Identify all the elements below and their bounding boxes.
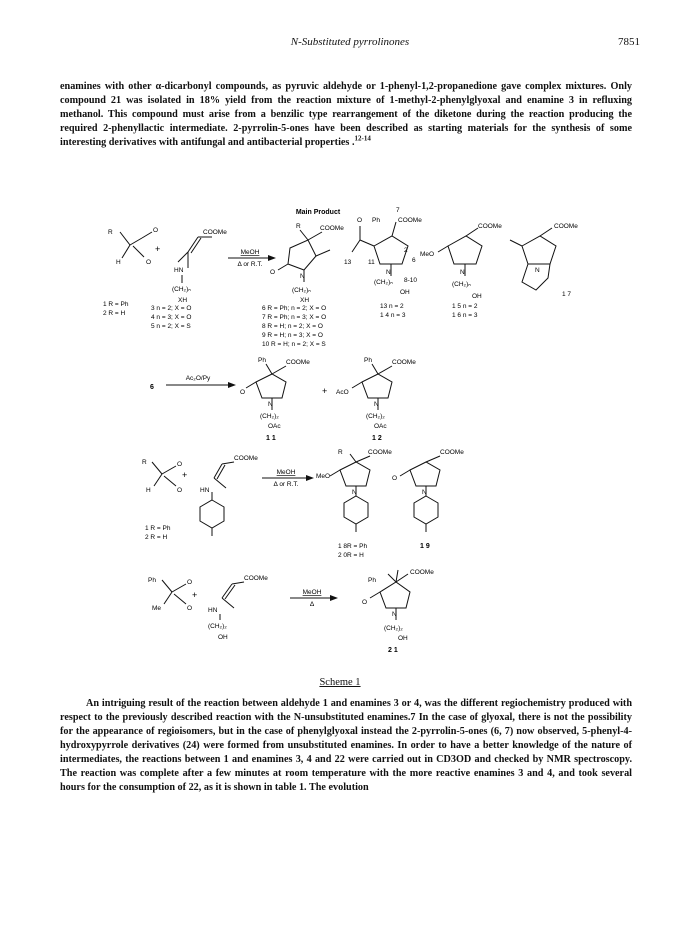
atom-oac-12: OAc (374, 423, 387, 430)
atom-coome: COOMe (203, 229, 227, 236)
atom-xh-product: XH (300, 297, 310, 304)
atom-coome-product: COOMe (320, 225, 344, 232)
atom-coome-enamine: COOMe (234, 455, 258, 462)
atom-ph-21: Ph (368, 577, 376, 584)
atom-ph-11: Ph (258, 357, 266, 364)
label-aldehyde-2: 2 R = H (103, 310, 126, 317)
diketone-structure (148, 577, 192, 612)
label-product-9: 9 R = H; n = 3; X = O (262, 332, 323, 339)
atom-hn: HN (174, 267, 184, 274)
atom-coome-17: COOMe (554, 223, 578, 230)
reagent-meoh-row4: MeOH (302, 589, 322, 596)
atom-ph-13: Ph (372, 217, 380, 224)
atom-o-diketone: O (187, 579, 193, 586)
plus-sign-row2: + (322, 386, 328, 396)
atom-oac-11: OAc (268, 423, 281, 430)
plus-sign-row4: + (192, 590, 198, 600)
arrow-head-row4 (330, 595, 338, 601)
atom-coome-11: COOMe (286, 359, 310, 366)
compound-17-structure (510, 223, 578, 298)
atom-num-8-10: 8-10 (404, 277, 418, 284)
atom-o-13: O (357, 217, 363, 224)
atom-num-11: 11 (368, 259, 375, 266)
reference-superscript: 12-14 (354, 134, 371, 143)
atom-ch22-12: (CH₂)₂ (366, 413, 385, 420)
atom-hn-row4: HN (208, 607, 218, 614)
atom-coome-21: COOMe (410, 569, 434, 576)
label-enamine-4: 4 n = 3; X = O (151, 314, 192, 321)
atom-ch22-row4: (CH₂)₂ (208, 623, 227, 630)
main-product-label: Main Product (295, 209, 341, 216)
atom-ch22-21: (CH₂)₂ (384, 625, 403, 632)
label-12: 1 2 (372, 435, 382, 442)
compound-19-structure (392, 449, 464, 532)
atom-h-row3: H (146, 487, 151, 494)
reagent-meoh-row3: MeOH (276, 469, 296, 476)
compound-12-structure (336, 357, 416, 442)
reagent-conditions: Δ or R.T. (237, 261, 263, 268)
aldehyde-1-2-structure (108, 227, 161, 266)
atom-num-7: 7 (396, 207, 400, 214)
atom-n-13: N (386, 269, 391, 276)
atom-n-17: N (535, 267, 540, 274)
atom-n-19: N (422, 489, 427, 496)
atom-meo-15: MeO (420, 251, 435, 258)
atom-r-row3: R (142, 459, 147, 466)
running-title: N-Substituted pyrrolinones (290, 36, 410, 48)
atom-oh-row4: OH (218, 634, 228, 641)
plus-sign: + (155, 244, 161, 254)
label-product-10: 10 R = H; n = 2; X = S (262, 341, 326, 348)
atom-o-11: O (240, 389, 246, 396)
atom-coome-18: COOMe (368, 449, 392, 456)
atom-oh-13: OH (400, 289, 410, 296)
reagent-meoh: MeOH (240, 249, 260, 256)
atom-o2-row3: O (177, 487, 183, 494)
atom-oh-15: OH (472, 293, 482, 300)
aldehyde-row3-structure (142, 459, 182, 494)
paragraph-intro-text: enamines with other α-dicarbonyl compounds, as pyruvic aldehyde or 1-phenyl-1,2-propanedione gave complex mixtures. Only compound 21 was isolated in 18% yield from the reaction mixture of 1-methyl-2-phenylglyoxal and enamine 3 in refluxing methanol. This compound must arise from a benzilic type rearrangement of the diketone during the reaction producing the required 2-phenyllactic intermediate. 2-pyrrolin-5-ones have been described as starting materials for the synthesis of some interesting derivatives with antifungal and antibacterial properties . (60, 81, 632, 148)
atom-coome-15: COOMe (478, 223, 502, 230)
label-enamine-3: 3 n = 2; X = O (151, 305, 192, 312)
atom-n-15: N (460, 269, 465, 276)
atom-n-18: N (352, 489, 357, 496)
atom-ph-diketone: Ph (148, 577, 156, 584)
enamine-3-5-structure (172, 229, 227, 304)
atom-ch2n: (CH₂)ₙ (172, 286, 191, 293)
atom-o-19: O (392, 475, 398, 482)
atom-coome-12: COOMe (392, 359, 416, 366)
label-18: 1 8R = Ph (338, 543, 368, 550)
start-compound-6: 6 (150, 384, 154, 391)
scheme-caption: Scheme 1 (319, 677, 361, 688)
atom-h: H (116, 259, 121, 266)
label-15: 1 5 n = 2 (452, 303, 478, 310)
label-product-8: 8 R = H; n = 2; X = O (262, 323, 323, 330)
label-13: 13 n = 2 (380, 303, 404, 310)
label-aldehyde-2-row3: 2 R = H (145, 534, 168, 541)
label-11: 1 1 (266, 435, 276, 442)
atom-ch2n-15: (CH₂)ₙ (452, 281, 471, 288)
label-19: 1 9 (420, 543, 430, 550)
compound-18-20-structure (316, 449, 392, 532)
paragraph-discussion: An intriguing result of the reaction between aldehyde 1 and enamines 3 or 4, was the different regiochemistry produced with respect to the previously described reaction with the N-unsubstituted enamines.7 In the case of glyoxal, there is not the possibility for the appearance of regioisomers, but in the case of phenylglyoxal instead the 2-pyrrolin-5-ones (6, 7) now observed, 5-phenyl-4-hydroxypyrrole derivatives (24) were formed from unsubstituted enamines. In order to have a better knowledge of the nature of intermediates, the reactions between 1 and enamines 3, 4 and 22 were carried out in CD3OD and checked by NMR spectroscopy. The reaction was complete after a few minutes at room temperature with the more reactive enamines 3 and 4, and took several hours for the consumption of 22, as it is shown in table 1. The evolution (60, 698, 632, 793)
label-16: 1 6 n = 3 (452, 312, 478, 319)
label-20: 2 0R = H (338, 552, 364, 559)
label-17: 1 7 (562, 291, 572, 298)
atom-n-product: N (300, 273, 305, 280)
atom-o-product: O (270, 269, 276, 276)
atom-r-product: R (296, 223, 301, 230)
compound-15-16-structure (420, 223, 502, 319)
atom-o2: O (146, 259, 152, 266)
atom-o: O (153, 227, 159, 234)
atom-r-18: R (338, 449, 343, 456)
label-21: 2 1 (388, 647, 398, 654)
arrow-head-row3 (306, 475, 314, 481)
atom-n-12: N (374, 401, 379, 408)
compound-13-14-structure (344, 207, 422, 319)
atom-meo-18: MeO (316, 473, 331, 480)
atom-aco-12: AcO (336, 389, 349, 396)
enamine-row4-structure (208, 575, 268, 641)
compound-11-structure (240, 357, 310, 442)
atom-r: R (108, 229, 113, 236)
label-aldehyde-1-row3: 1 R = Ph (145, 525, 171, 532)
atom-coome-19: COOMe (440, 449, 464, 456)
plus-sign-row3: + (182, 470, 188, 480)
atom-coome-13: COOMe (398, 217, 422, 224)
atom-num-2: 2 (404, 247, 408, 254)
arrow-head-row2 (228, 382, 236, 388)
compound-21-structure (362, 569, 434, 654)
atom-hn-enamine: HN (200, 487, 210, 494)
arrow-head-row1 (268, 255, 276, 261)
atom-ph-12: Ph (364, 357, 372, 364)
atom-me-diketone: Me (152, 605, 162, 612)
page-number: 7851 (618, 36, 640, 48)
atom-n-11: N (268, 401, 273, 408)
atom-num-13: 13 (344, 259, 352, 266)
reagent-conditions-row3: Δ or R.T. (273, 481, 299, 488)
atom-ch2n-13: (CH₂)ₙ (374, 279, 393, 286)
atom-o2-diketone: O (187, 605, 193, 612)
atom-o-21: O (362, 599, 368, 606)
atom-ch22-11: (CH₂)₂ (260, 413, 279, 420)
atom-coome-row4: COOMe (244, 575, 268, 582)
enamine-aryl-structure (200, 455, 258, 536)
atom-xh: XH (178, 297, 188, 304)
atom-o-row3: O (177, 461, 183, 468)
label-aldehyde-1: 1 R = Ph (103, 301, 129, 308)
atom-num-6: 6 (412, 257, 416, 264)
atom-ch2n-product: (CH₂)ₙ (292, 287, 311, 294)
label-enamine-5: 5 n = 2; X = S (151, 323, 191, 330)
reagent-ac2o-py: Ac₂O/Py (185, 375, 211, 382)
label-14: 1 4 n = 3 (380, 312, 406, 319)
label-product-7: 7 R = Ph; n = 3; X = O (262, 314, 327, 321)
label-product-6: 6 R = Ph; n = 2; X = O (262, 305, 327, 312)
pyrrolinone-6-10-structure (270, 223, 344, 304)
atom-n-21: N (392, 611, 397, 618)
reagent-conditions-row4: Δ (309, 601, 315, 608)
atom-oh-21: OH (398, 635, 408, 642)
